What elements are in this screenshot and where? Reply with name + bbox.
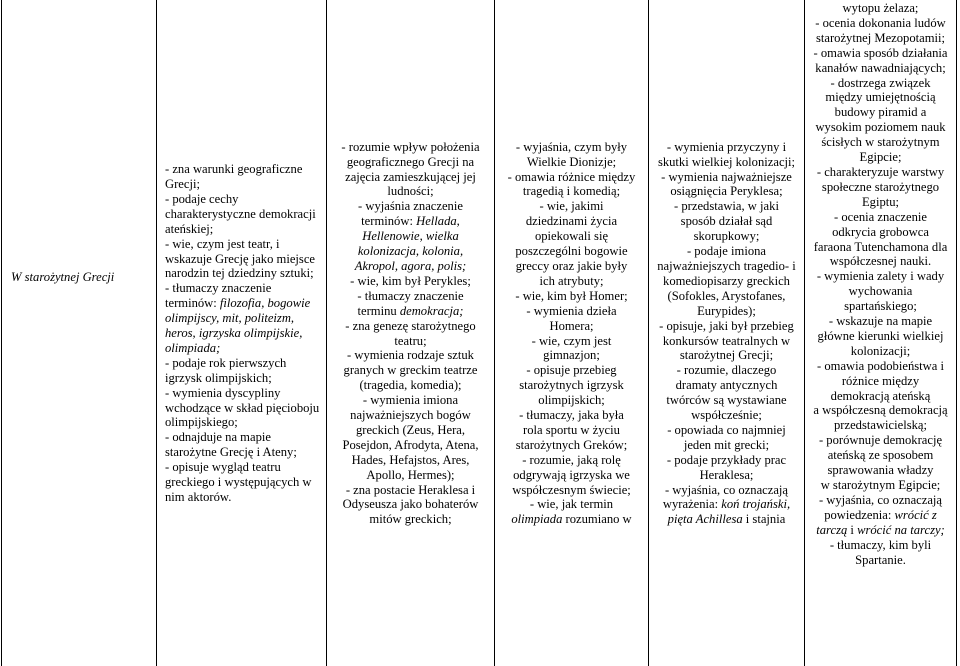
requirement-line: starożytnych Greków; — [515, 437, 628, 452]
requirement-line: - tłumaczy, kim byli — [829, 537, 932, 552]
requirement-line: najważniejszych bogów — [350, 408, 471, 423]
requirement-line: - charakteryzuje warstwy — [816, 164, 945, 179]
requirement-line: - zna postacie Heraklesa i — [345, 482, 476, 497]
requirement-line: - ocenia znaczenie — [834, 209, 927, 224]
requirement-line: terminów: Hellada, — [361, 214, 460, 229]
requirement-line: - przedstawia, w jaki — [674, 199, 779, 214]
requirement-line: między umiejętnością — [825, 90, 936, 105]
requirement-line: (tragedia, komedia); — [359, 378, 462, 393]
requirement-line: - zna genezę starożytnego — [345, 318, 476, 333]
requirement-line: - podaje przykłady prac — [666, 452, 787, 467]
requirement-line: główne kierunki wielkiej — [817, 328, 944, 343]
requirement-line: - wskazuje na mapie — [828, 314, 933, 329]
requirement-line: olimpiada; — [165, 340, 221, 355]
requirement-line: starożytne Grecję i Ateny; — [165, 445, 297, 460]
requirement-line: - wymienia imiona — [362, 393, 459, 408]
requirement-line: wytopu żelaza; — [842, 1, 919, 15]
requirement-line: demokracją ateńską — [830, 388, 931, 403]
requirement-line: współcześnie; — [691, 408, 762, 423]
requirement-line: nim aktorów. — [165, 490, 232, 505]
requirement-line: greckich (Zeus, Hera, — [355, 422, 466, 437]
requirements-cell-2 — [327, 0, 495, 666]
requirement-line: Egipcie; — [859, 150, 902, 165]
table-row — [2, 0, 957, 666]
requirement-line: wysokim poziomem nauk — [815, 120, 946, 135]
requirement-line: - podaje cechy — [165, 191, 239, 206]
requirement-line: odkrycia grobowca — [832, 224, 929, 239]
requirement-line: w starożytnym Egipcie; — [820, 478, 941, 492]
requirement-line: - opisuje wygląd teatru — [165, 460, 281, 475]
requirement-line: kanałów nawadniających; — [815, 60, 946, 75]
requirement-line: społeczne starożytnego — [821, 179, 940, 194]
requirement-line: wskazuje Grecję jako miejsce — [165, 251, 316, 266]
requirement-line: Hades, Hefajstos, Ares, — [351, 452, 470, 467]
requirement-line: starożytnej Grecji; — [679, 348, 774, 363]
requirement-line: Eurypides); — [697, 303, 756, 318]
requirement-line: - wie, jak termin — [529, 497, 614, 512]
requirement-line: różnice między — [841, 373, 920, 388]
requirement-line: sposób działał sąd — [680, 214, 773, 229]
requirement-line: - opisuje, jaki był przebieg — [659, 318, 794, 333]
requirement-line: (Sofokles, Arystofanes, — [667, 288, 786, 303]
requirement-line: Apollo, Hermes); — [366, 467, 455, 482]
requirement-line: ateńską ze sposobem — [827, 448, 934, 463]
requirement-line: - tłumaczy znaczenie — [165, 281, 272, 296]
requirement-line: twórców są wystawiane — [666, 393, 787, 408]
requirement-line: - omawia sposób działania — [813, 45, 948, 60]
requirement-line: starożytnej Mezopotamii; — [815, 30, 946, 45]
requirement-line: - wymienia najważniejsze — [661, 169, 792, 184]
requirement-line: ludności; — [387, 184, 434, 199]
requirement-line: Wielkie Dionizje; — [526, 154, 617, 169]
requirement-line: - wyjaśnia znaczenie — [358, 199, 463, 214]
requirement-line: skutki wielkiej kolonizacji; — [657, 154, 796, 169]
requirement-line: - wymienia rodzaje sztuk — [347, 348, 474, 363]
requirement-line: Heraklesa; — [699, 467, 754, 482]
requirement-line: osiągnięcia Peryklesa; — [670, 184, 783, 199]
requirement-line: - podaje imiona — [686, 244, 767, 259]
requirement-line: - porównuje demokrację — [818, 433, 943, 448]
requirement-line: igrzysk olimpijskich; — [165, 370, 272, 385]
requirement-line: ateńskiej; — [165, 221, 214, 236]
requirement-line: sprawowania władzy — [827, 463, 934, 478]
requirement-line: granych w greckim teatrze — [343, 363, 478, 378]
requirement-line: wyrażenia: koń trojański, — [662, 497, 791, 512]
requirement-line: - wyjaśnia, co oznaczają — [818, 492, 943, 507]
requirement-line: starożytnych igrzysk — [519, 378, 624, 393]
requirement-line: dramaty antycznych — [675, 378, 778, 393]
requirement-line: olimpijscy, mit, politeizm, — [165, 311, 295, 326]
requirement-line: powiedzenia: wrócić z — [824, 507, 937, 522]
requirement-line: - podaje rok pierwszych — [165, 355, 287, 370]
requirement-line: Grecji; — [165, 176, 200, 191]
requirement-line: - wie, czym jest — [531, 333, 612, 348]
requirement-line: konkursów teatralnych w — [662, 333, 791, 348]
requirement-line: a współczesną demokracją — [813, 403, 948, 418]
requirement-line: - opisuje przebieg — [526, 363, 617, 378]
requirement-line: olimpijskiego; — [165, 415, 238, 430]
requirement-line: zajęcia zamieszkującej jej — [345, 169, 476, 184]
requirement-line: gimnazjon; — [543, 348, 600, 363]
requirement-line: olimpijskich; — [538, 393, 605, 408]
requirement-line: poszczególni bogowie — [515, 244, 628, 259]
requirement-line: charakterystyczne demokracji — [165, 206, 316, 221]
requirement-line: współczesnej nauki. — [829, 254, 932, 269]
requirement-line: najważniejszych tragedio- i — [657, 258, 796, 273]
requirement-line: skorupkowy; — [693, 229, 760, 244]
requirement-line: narodzin tej dziedziny sztuki; — [165, 266, 314, 281]
requirement-line: terminu demokracja; — [357, 303, 464, 318]
requirement-line: - wymienia zalety i wady — [816, 269, 945, 284]
requirement-line: mitów greckich; — [369, 512, 452, 527]
requirement-line: - dostrzega związek — [830, 75, 931, 90]
requirement-line: - wyjaśnia, czym były — [515, 139, 628, 154]
requirement-line: - wie, jakimi — [539, 199, 604, 214]
requirement-line: Posejdon, Afrodyta, Atena, — [342, 437, 479, 452]
requirement-line: - rozumie wpływ położenia — [341, 139, 480, 154]
requirement-line: Odyseusza jako bohaterów — [342, 497, 479, 512]
requirement-line: Egiptu; — [861, 194, 900, 209]
requirement-line: - omawia różnice między — [507, 169, 636, 184]
requirement-line: - tłumaczy, jaka była — [519, 408, 624, 423]
requirement-line: tarczą i wrócić na tarczy; — [816, 522, 945, 537]
requirement-line: faraona Tutenchamona dla — [813, 239, 948, 254]
requirement-line: greckiego i występujących w — [165, 475, 312, 490]
requirement-line: ścisłych w starożytnym — [821, 135, 940, 150]
requirement-line: terminów: filozofia, bogowie — [165, 296, 311, 311]
requirement-line: jeden mit grecki; — [683, 437, 770, 452]
requirement-line: wchodzące w skład pięcioboju — [165, 400, 320, 415]
requirements-cell-1 — [157, 0, 327, 666]
requirement-line: współczesnym świecie; — [512, 482, 631, 497]
requirement-line: - rozumie, dlaczego — [676, 363, 777, 378]
requirement-line: budowy piramid a — [834, 105, 927, 120]
requirements-cell-4 — [649, 0, 805, 666]
requirement-line: rola sportu w życiu — [523, 422, 620, 437]
requirement-line: - tłumaczy znaczenie — [357, 288, 464, 303]
topic-title: W starożytnej Grecji — [11, 270, 115, 284]
requirement-line: ich atrybuty; — [539, 273, 604, 288]
requirement-line: geograficznego Grecji na — [346, 154, 475, 169]
requirement-line: kolonizacja, kolonia, — [357, 244, 464, 259]
requirement-line: - ocenia dokonania ludów — [815, 15, 946, 30]
requirement-line: - wymienia dyscypliny — [165, 385, 281, 400]
requirement-line: Hellenowie, wielka — [362, 229, 459, 244]
requirements-table — [1, 0, 957, 666]
requirement-line: Homera; — [549, 318, 594, 333]
requirement-line: olimpiada rozumiano w — [511, 512, 632, 527]
requirement-line: opiekowali się — [534, 229, 609, 244]
requirement-line: teatru; — [394, 333, 427, 348]
requirement-line: Spartanie. — [855, 552, 906, 567]
requirement-line: pięta Achillesa i stajnia — [667, 512, 786, 527]
requirement-line: przedstawicielską; — [833, 418, 927, 433]
requirement-line: - wie, czym jest teatr, i — [165, 236, 280, 251]
requirement-line: - wymienia przyczyny i — [666, 139, 787, 154]
requirement-line: - wymienia dzieła — [526, 303, 617, 318]
requirement-line: - zna warunki geograficzne — [165, 162, 303, 177]
topic-cell — [2, 0, 157, 666]
requirement-line: - odnajduje na mapie — [165, 430, 271, 445]
requirement-line: dziedzinami życia — [525, 214, 618, 229]
requirement-line: kolonizacji; — [850, 343, 911, 358]
requirement-line: - omawia podobieństwa i — [817, 358, 944, 373]
requirement-line: wychowania — [848, 284, 913, 299]
requirement-line: komediopisarzy greckich — [663, 273, 790, 288]
requirement-line: - opowiada co najmniej — [667, 422, 786, 437]
requirement-line: greccy oraz jakie były — [515, 258, 628, 273]
requirement-line: - wie, kim był Homer; — [515, 288, 628, 303]
requirements-cell-5 — [805, 0, 957, 666]
requirements-cell-3 — [495, 0, 649, 666]
requirement-line: - wie, kim był Perykles; — [350, 273, 471, 288]
requirement-line: spartańskiego; — [844, 299, 917, 314]
requirement-line: - rozumie, jaką rolę — [522, 452, 621, 467]
requirement-line: heros, igrzyska olimpijskie, — [165, 326, 303, 341]
requirement-line: odgrywają igrzyska we — [513, 467, 630, 482]
requirement-line: Akropol, agora, polis; — [354, 258, 467, 273]
requirement-line: - wyjaśnia, co oznaczają — [664, 482, 789, 497]
requirement-line: tragedią i komedią; — [522, 184, 621, 199]
